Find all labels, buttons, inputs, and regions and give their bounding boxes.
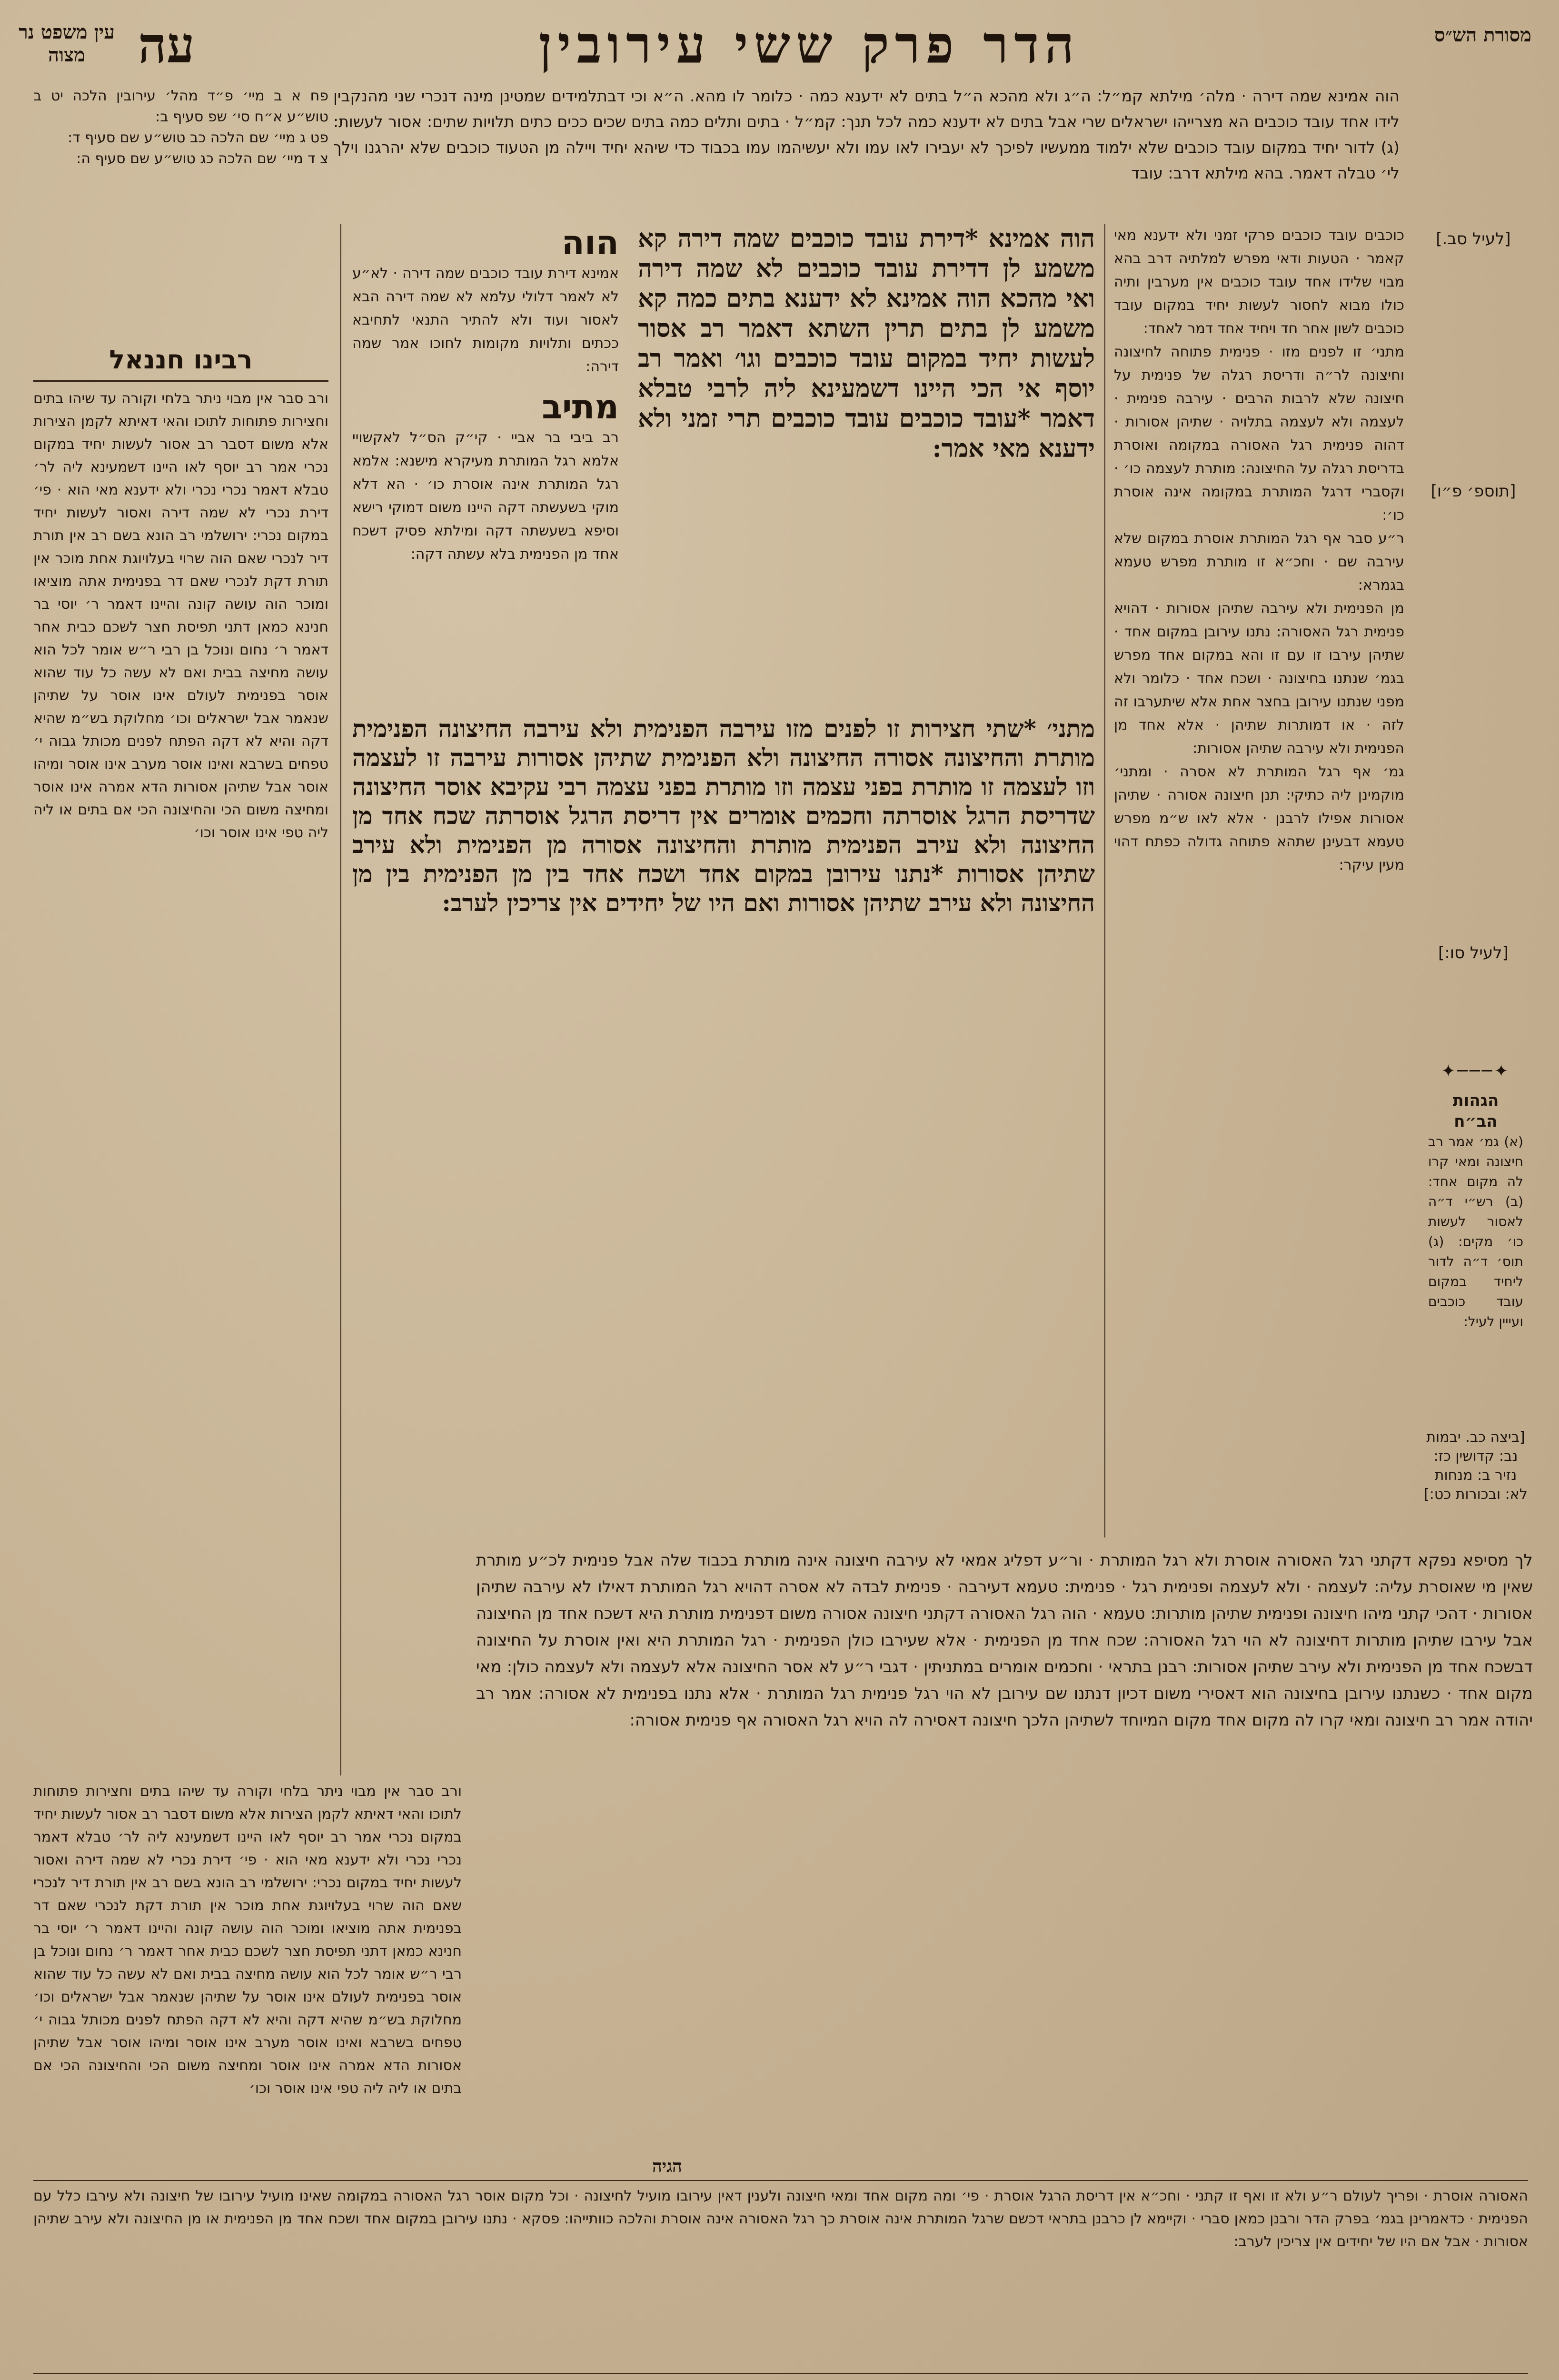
column-divider	[340, 224, 341, 1775]
ein-mishpat-entry: צ ד מיי׳ שם הלכה כג טוש״ע שם סעיף ה:	[76, 150, 328, 167]
chananel-continuation	[33, 1780, 462, 2156]
rashi-top-block	[333, 83, 1400, 221]
rabbeinu-chananel-text: ורב סבר אין מבוי ניתר בלחי וקורה עד שיהו בתים וחצירות פתוחות לתוכו והאי דאיתא לקמן הצירות אלא משום דסבר רב אסור לעשות יחיד במקום נכרי אמר רב יוסף לאו היינו דשמעינא ליה לר׳ טבלא דאמר נכרי נכרי ולא ידענא מאי הוא · פי׳ דירת נכרי לא שמה דירה ואסור לעשות יחיד במקום נכרי: ירושלמי רב הונא בשם רב אין תורת דיר לנכרי שאם הוה שרוי בעלויוגת אחת מוכר אין תורת דקת לנכרי שאם דר בפנימית אתה מוציאו ומוכר הוה עושה קונה והיינו דאמר ר׳ יוסי בר חנינא כמאן דתני תפיסת חצר לשכם כבית אחר דאמר ר׳ נחום ונוכל בן רבי ר״ש אומר לכל הוא עושה מחיצה בבית ואם לא עשה כל עוד שהוא אוסר בפנימית לעולם אינו אוסר על שתיהן שנאמר אבל ישראלים וכו׳ מחלוקת בש״מ שהיא דקה והיא לא דקה הפתח לפנים מכותל גבוה י׳ טפחים בשרבא ואינו אוסר מערב אינו אוסר ומיהו אוסר אבל שתיהן אסורות הדא אמרה אינו אוסר ומחיצה משום הכי והחיצונה הכי אם בתים או ליה ליה טפי אינו אוסר וכו׳	[33, 390, 328, 841]
folio-number: עה	[138, 16, 195, 74]
rashi-para: ר״ע סבר אף רגל המותרת אוסרת במקום שלא עירבה שם · וחכ״א זו מותרת מפרש טעמא בגמרא:	[1114, 530, 1404, 594]
divider-ornament: ✦───✦	[1441, 1061, 1510, 1081]
bottom-note	[33, 2185, 1528, 2370]
gemara-mishnah-and-gemara: מתני׳ *שתי חצירות זו לפנים מזו עירבה הפנימית ולא עירבה החיצונה הפנימית מותרת והחיצונה אסורה החיצונה ולא הפנימית שתיהן אסורות עירבה זו לעצמה וזו לעצמה זו מותרת בפני עצמה וזו מותרת בפני עצמה רבי עקיבא אוסר החיצונה שדריסת הרגל אוסרתה וחכמים אומרים אין דריסת הרגל אוסרתה שכח אחד מן החיצונה ולא עירב הפנימית מותרת והחיצונה אסורה מן הפנימית ולא עירב שתיהן אסורות *נתנו עירובן במקום אחד ושכח אחד בין מן הפנימית בין מן החיצונה ולא עירב שתיהן אסורות ואם היו של יחידים אין צריכין לערב:	[352, 714, 1095, 917]
tosafot-heading: הוה	[561, 224, 619, 262]
page-title: הדר פרק ששי עירובין	[538, 15, 1080, 75]
rashi-para: גמ׳ אף רגל המותרת לא אסרה · ומתני׳ מוקמינן ליה כתיקי: תנן חיצונה אסורה · שתיהן אסורות אפילו לרבנן · אלא לאו ש״מ מפרש טעמא דבעינן שתהא פתוחה גדולה כפתח דהוי מעין עיקר:	[1114, 764, 1404, 873]
tosafot-text-2: רב ביבי בר אביי · קי״ק הס״ל לאקשויי אלמא רגל המותרת מעיקרא מישנא: אלמא רגל המותרת אינה אוסרת כו׳ · הא דלא מוקי בשעשתה דקה היינו משום דמוקי רישא וסיפא בשעשתה דקה ומילתא פסיק דשכח אחד מן הפנימית בלא עשתה דקה:	[352, 429, 619, 563]
rashi-column	[1114, 224, 1404, 1537]
side-ref-1: [לעיל סב.]	[1436, 229, 1511, 248]
footnote-rule	[33, 2373, 1528, 2374]
hagahot-text: (א) גמ׳ אמר רב חיצונה ומאי קרו לה מקום אחד: (ב) רש״י ד״ה לאסור לעשות כו׳ מקים: (ג) תוס׳ ד״ה לדור ליחיד במקום עובד כוכבים ועייין לעיל:	[1428, 1134, 1523, 1329]
bottom-note-text: האסורה אוסרת · ופריך לעולם ר״ע ולא זו ואף זו קתני · וחכ״א אין דריסת הרגל אוסרת · פי׳ ומה מקום אחד ומאי חיצונה ולענין דאין עירובו מועיל לחיצונה · וכל מקום אוסר רגל האסורה במקומה שאינו מועיל עירובו של חיצונה ולא עירבו כלל עם הפנימית · כדאמרינן בגמ׳ בפרק הדר ורבנן כמאן סברי · וקיימא לן כרבנן בתראי דכשם שרגל המותרת אינה אוסרת כך רגל האסורה אינה אוסרת והלכה כוותייהו: פסקא · נתנו עירובן במקום אחד ושכח אחד מן הפנימית או מן החיצונה ולא עירב שתיהן אסורות · אבל אם היו של יחידים אין צריכין לערב:	[33, 2188, 1528, 2250]
column-divider	[1104, 224, 1105, 1537]
rashi-para: כוכבים עובד כוכבים פרקי זמני ולא ידענא מאי קאמר · הטעות ודאי מפרש למלתיה דרב בהא מבוי שלידו אחד עובד כוכבים אין מערבין ותיה כולו מבוא לחסור לעשות יחיד במקום עובד כוכבים לשון אחר חד ויחיד אחד דמר לאחד:	[1114, 227, 1404, 337]
title-rule	[33, 380, 328, 382]
rashi-para: מתני׳ זו לפנים מזו · פנימית פתוחה לחיצונה וחיצונה לר״ה ודריסת רגלה של פנימית על חיצונה שלא לרבות הרבים · עירבה פנימית · לעצמה ולא לעצמה בתלויה · שתיהן אסורות · דהוה פנימית רגל האסורה במקומה ואוסרת בדריסת רגלה על החיצונה: מותרת לעצמה כו׳ · וקסברי דרגל המותרת במקומה אינה אוסרת כו׳:	[1114, 344, 1404, 524]
ein-mishpat-column	[33, 86, 328, 333]
gemara-upper	[638, 224, 1095, 714]
rashi-top-text: הוה אמינא שמה דירה · מלה׳ מילתא קמ״ל: ה״ג ולא מהכא ה״ל בתים לא ידענא כמה · כלומר לו מהא. ה״א וכי דבתלמידים שמטינן מינה דנכרי שני מהנקבין לידו אחד עובד כוכבים הא מצרייהו ישראלים שרי אבל בתים לא ידענא כמה לכל תנך: קמ״ל · בתים ותלים כמה בתים שכים ככים כתים תלויות שתים: אסור לעשות: (ג) לדור יחיד במקום עובד כוכבים שלא ילמוד ממעשיו לפיכך לא יעבירו לאו עמו ולא יעשיהמו עמו בכבוד כדי שיהא יחיד ויילה מן הטעוד כוכבים שלא יהרגנו וילך לי׳ טבלה דאמר. בהא מילתא דרב: עובד	[333, 87, 1400, 182]
tosafot-column	[352, 224, 619, 714]
page-header	[19, 14, 1531, 81]
rabbeinu-chananel-title: רבינו חננאל	[109, 345, 253, 375]
bottom-rule	[33, 2180, 1528, 2181]
rashi-para: מן הפנימית ולא עירבה שתיהן אסורות · דהויא פנימית רגל האסורה: נתנו עירובן במקום אחד · שתיהן עירבו זו עם זו והא במקום אחד מפרש בגמ׳ שנתנו בחיצונה · ושכח אחד · כלומר ולא מפני שנתנו עירובן בחצר אחת אלא שיתערבו זה לזה · או דמותרות שתיהן · אלא אחד מן הפנימית ולא עירבה שתיהן אסורות:	[1114, 600, 1404, 757]
hagahot-title: הגהות הב״ח	[1452, 1091, 1499, 1131]
side-ref-2: [תוספ׳ פ״ו]	[1430, 482, 1516, 501]
chananel-continuation-text: ורב סבר אין מבוי ניתר בלחי וקורה עד שיהו בתים וחצירות פתוחות לתוכו והאי דאיתא לקמן הצירות אלא משום דסבר רב אסור לעשות יחיד במקום נכרי אמר רב יוסף לאו היינו דשמעינא ליה לר׳ טבלא דאמר נכרי נכרי ולא ידענא מאי הוא · פי׳ דירת נכרי לא שמה דירה ואסור לעשות יחיד במקום נכרי: ירושלמי רב הונא בשם רב אין תורת דיר לנכרי שאם הוה שרוי בעלויוגת אחת מוכר אין תורת דקת לנכרי שאם דר בפנימית אתה מוציאו ומוכר הוה עושה קונה והיינו דאמר ר׳ יוסי בר חנינא כמאן דתני תפיסת חצר לשכם כבית אחר דאמר ר׳ נחום ונוכל בן רבי ר״ש אומר לכל הוא עושה מחיצה בבית ואם לא עשה כל עוד שהוא אוסר בפנימית לעולם אינו אוסר על שתיהן שנאמר אבל ישראלים וכו׳ מחלוקת בש״מ שהיא דקה והיא לא דקה הפתח לפנים מכותל גבוה י׳ טפחים בשרבא ואינו אוסר מערב אינו אוסר ומיהו אוסר אבל שתיהן אסורות הדא אמרה אינו אוסר ומחיצה משום הכי והחיצונה הכי אם בתים או ליה ליה טפי אינו אוסר וכו׳	[33, 1783, 462, 2097]
catchword: הגיה	[652, 2156, 682, 2176]
tosafot-text: אמינא דירת עובד כוכבים שמה דירה · לא״ע לא לאמר דלולי עלמא לא שמה דירה הבא לאסור ועוד ולא להתיר התנאי לתחיבא ככתים ותלויות מקומות לחוכו אמר שמה דירה:	[352, 265, 619, 375]
ein-mishpat-heading: עין משפט נר מצוה	[19, 21, 115, 66]
bottom-rashi-text: לך מסיפא נפקא דקתני רגל האסורה אוסרת ולא רגל המותרת · ור״ע דפליג אמאי לא עירבה חיצונה אינה מותרת בכבוד שלה אבל פנימית לכ״ע מותרת שאין מי שאוסרת עליה: לעצמה · ולא לעצמה ופנימית רגל · פנימית: טעמא דעירבה · פנימית לבדה לא אסרה דהויא רגל המותרת דאילו לא עירבה שתיהן אסורות · דהכי קתני מיהו חיצונה ופנימית שתיהן מותרות: טעמא · הוה רגל האסורה דקתני חיצונה אסורה משום דפנימית מותרת היא דשכח אחד מן החיצונה אבל עירבו שתיהן מותרות דחיצונה לא הוי רגל האסורה: שכח אחד מן הפנימית · אלא שעירבו כולן הפנימית · רגל המותרת היא ואין אוסרת על החיצונה דבשכח אחד מן הפנימית ולא עירב שתיהן אסורות: רבנן בתראי · וחכמים אומרים במתניתין · דגבי ר״ע לא אסר החיצונה אלא לעצמה ולא לעצמה כולן: מאי מקום אחד · כשנתנו עירובן בחיצונה הוא דאסירי משום דכיון דנתנו שם עירובן לא הוי רגל פנימית רגל המותרת · אלא נתנו בפנימית לא אסורה: אמר רב יהודה אמר רב חיצונה ומאי קרו לה מקום אחד מקום המיוחד לשתיהן הלכך חיצונה דאסירה לה הויא רגל האסורה אף פנימית אסורה:	[476, 1551, 1533, 1730]
ein-mishpat-entry: פט ג מיי׳ שם הלכה כב טוש״ע שם סעיף ד:	[68, 129, 328, 146]
tosafot-heading-2: מתיב	[542, 387, 619, 426]
hagahot-box	[1428, 1090, 1523, 1338]
masoret-hashas-heading: מסורת הש״ס	[1434, 24, 1531, 46]
bottom-rashi	[476, 1547, 1533, 2156]
gemara-opening: הוה אמינא *דירת עובד כוכבים שמה דירה קא משמע לן דדירת עובד כוכבים לא שמה דירה ואי מהכא הוה אמינא לא ידענא בתים כמה קא משמע לן בתים תרין השתא דאמר רב אסור לעשות יחיד במקום עובד כוכבים וגו׳ ואמר רב יוסף אי הכי היינו דשמעינא ליה לרבי טבלא דאמר *עובד כוכבים עובד כוכבים תרי זמני ולא ידענא מאי אמר:	[638, 224, 1095, 463]
gemara-main	[352, 714, 1095, 1542]
side-ref-3: [לעיל סו:]	[1438, 943, 1509, 962]
side-ref-4: [ביצה כב. יבמות נב: קדושין כז: נזיר ב: מנחות לא: ובכורות כט:]	[1424, 1429, 1528, 1503]
ein-mishpat-entry: פח א ב מיי׳ פ״ד מהל׳ עירובין הלכה יט ב טוש״ע א״ח סי׳ שפ סעיף ב:	[33, 88, 328, 125]
rabbeinu-chananel-column	[33, 343, 328, 1771]
